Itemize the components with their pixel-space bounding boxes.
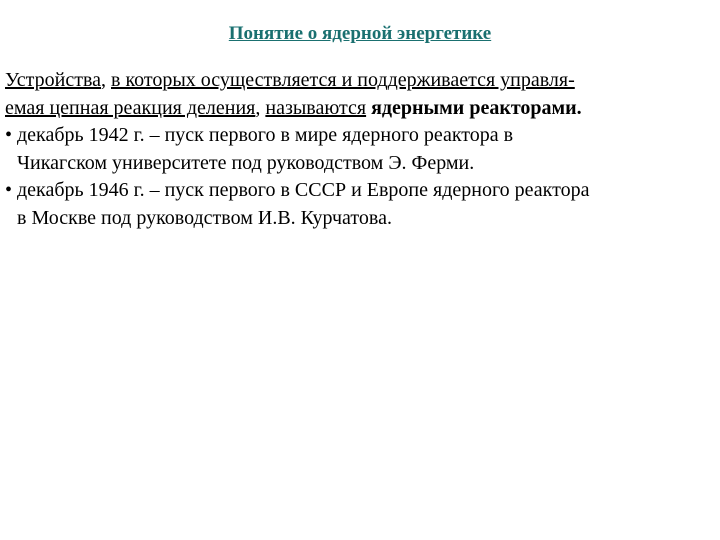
bullet-2-line-2: в Москве под руководством И.В. Курчатова. <box>17 206 392 229</box>
definition-line-1 <box>5 67 717 95</box>
slide-body <box>5 67 717 232</box>
definition-verb: называются <box>265 96 367 119</box>
definition-clause-1: в которых осуществляется и поддерживается управля- <box>111 69 575 91</box>
definition-separator: , <box>255 96 266 119</box>
definition-separator: , <box>101 69 111 91</box>
definition-line-2 <box>5 95 717 123</box>
definition-period: . <box>576 96 582 119</box>
definition-term-devices: Устройства <box>5 69 101 91</box>
definition-term-reactors: ядерными реакторами <box>371 96 577 119</box>
bullet-1-line-2: Чикагском университете под руководством Э. Ферми. <box>17 151 475 174</box>
bullet-1-line-1: • декабрь 1942 г. – пуск первого в мире ядерного реактора в <box>5 124 514 146</box>
bullet-2-line-1: • декабрь 1946 г. – пуск первого в СССР и Европе ядерного реактора <box>5 179 590 201</box>
slide-title: Понятие о ядерной энергетике <box>228 23 492 44</box>
definition-clause-2: емая цепная реакция деления <box>5 96 256 119</box>
